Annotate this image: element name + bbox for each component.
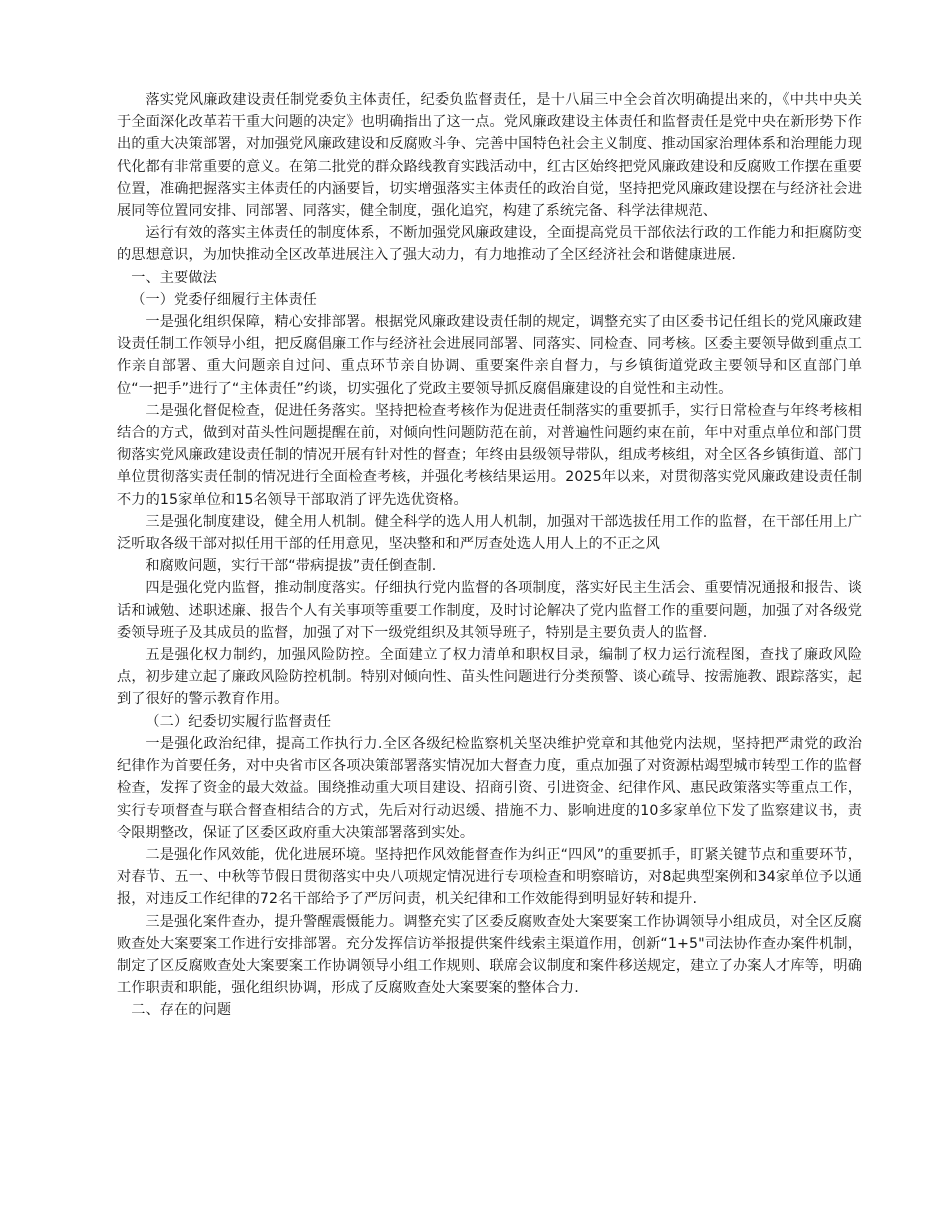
- section-heading-main-practices: 一、主要做法: [131, 269, 217, 286]
- subsection-heading-party-committee: （一）党委仔细履行主体责任: [131, 291, 317, 308]
- subsection-heading-discipline-commission: （二）纪委切实履行监督责任: [145, 713, 332, 730]
- paragraph-intro-continued: 运行有效的落实主体责任的制度体系，不断加强党风廉政建设，全面提高党员干部依法行政的工作能力和拒腐防变的思想意识，为加快推动全区改革进展注入了强大动力，有力地推动了全区经济社会和谐健康进展.: [117, 225, 862, 264]
- paragraph-organization: 一是强化组织保障，精心安排部署。根据党风廉政建设责任制的规定，调整充实了由区委书记任组长的党风廉政建设责任制工作领导小组，把反腐倡廉工作与经济社会进展同部署、同落实、同检查、同考核。区委主要领导做到重点工作亲自部署、重大问题亲自过问、重点环节亲自协调、重要案件亲自督力，与乡镇街道党政主要领导和区直部门单位“一把手”进行了“主体责任”约谈，切实强化了党政主要领导抓反腐倡廉建设的自觉性和主动性。: [117, 314, 862, 397]
- document-body: [117, 89, 862, 1022]
- paragraph-system-building-continued: 和腐败问题，实行干部“带病提拔”责任倒查制.: [145, 558, 437, 575]
- paragraph-case-handling: 三是强化案件查办，提升警醒震慑能力。调整充实了区委反腐败查处大案要案工作协调领导小组成员，对全区反腐败查处大案要案工作进行安排部署。充分发挥信访举报提供案件线索主渠道作用，创新“1+5"司法协作查办案件机制，制定了区反腐败查处大案要案工作协调领导小组工作规则、联席会议制度和案件移送规定，建立了办案人才库等，明确工作职责和职能，强化组织协调，形成了反腐败查处大案要案的整体合力.: [117, 913, 862, 997]
- paragraph-power-restriction: 五是强化权力制约，加强风险防控。全面建立了权力清单和职权目录，编制了权力运行流程图，查找了廉政风险点，初步建立起了廉政风险防控机制。特别对倾向性、苗头性问题进行分类预警、谈心疏导、按需施教、跟踪落实，起到了很好的警示教育作用。: [117, 647, 862, 708]
- paragraph-supervision-inspection: 二是强化督促检查，促进任务落实。坚持把检查考核作为促进责任制落实的重要抓手，实行日常检查与年终考核相结合的方式，做到对苗头性问题提醒在前，对倾向性问题防范在前，对普遍性问题约束在前，年中对重点单位和部门贯彻落实党风廉政建设责任制的情况开展有针对性的督查；年终由县级领导带队，组成考核组，对全区各乡镇街道、部门单位贯彻落实责任制的情况进行全面检查考核，并强化考核结果运用。2025年以来，对贯彻落实党风廉政建设责任制不力的15家单位和15名领导干部取消了评先选优资格。: [117, 402, 862, 508]
- paragraph-internal-supervision: 四是强化党内监督，推动制度落实。仔细执行党内监督的各项制度，落实好民主生活会、重要情况通报和报告、谈话和诫勉、述职述廉、报告个人有关事项等重要工作制度，及时讨论解决了党内监督工作的重要问题，加强了对各级党委领导班子及其成员的监督，加强了对下一级党组织及其领导班子，特别是主要负责人的监督.: [117, 580, 862, 641]
- paragraph-intro: 落实党风廉政建设责任制党委负主体责任，纪委负监督责任，是十八届三中全会首次明确提出来的，《中共中央关于全面深化改革若干重大问题的决定》也明确指出了这一点。党风廉政建设主体责任和监督责任是党中央在新形势下作出的重大决策部署，对加强党风廉政建设和反腐败斗争、完善中国特色社会主义制度、推动国家治理体系和治理能力现代化都有非常重要的意义。在第二批党的群众路线教育实践活动中，红古区始终把党风廉政建设和反腐败工作摆在重要位置，准确把握落实主体责任的内涵要旨，切实增强落实主体责任的政治自觉，坚持把党风廉政建设摆在与经济社会进展同等位置同安排、同部署、同落实，健全制度，强化追究，构建了系统完备、科学法律规范、: [117, 92, 862, 220]
- paragraph-work-style: 二是强化作风效能，优化进展环境。坚持把作风效能督查作为纠正“四风”的重要抓手，盯紧关键节点和重要环节，对春节、五一、中秋等节假日贯彻落实中央八项规定情况进行专项检查和明察暗访，对8起典型案例和34家单位予以通报，对违反工作纪律的72名干部给予了严厉问责，机关纪律和工作效能得到明显好转和提升.: [117, 846, 862, 908]
- paragraph-system-building: 三是强化制度建设，健全用人机制。健全科学的选人用人机制，加强对干部选拔任用工作的监督，在干部任用上广泛听取各级干部对拟任用干部的任用意见，坚决整和和严厉查处选人用人上的不正之风: [117, 513, 862, 553]
- section-heading-existing-problems: 二、存在的问题: [131, 1002, 232, 1019]
- paragraph-political-discipline: 一是强化政治纪律，提高工作执行力.全区各级纪检监察机关坚决维护党章和其他党内法规，坚持把严肃党的政治纪律作为首要任务，对中央省市区各项决策部署落实情况加大督查力度，重点加强了对资源枯竭型城市转型工作的监督检查，发挥了资金的最大效益。围绕推动重大项目建设、招商引资、引进资金、纪律作风、惠民政策落实等重点工作，实行专项督查与联合督查相结合的方式，先后对行动迟缓、措施不力、影响进度的10多家单位下发了监察建议书，责令限期整改，保证了区委区政府重大决策部署落到实处。: [117, 735, 862, 841]
